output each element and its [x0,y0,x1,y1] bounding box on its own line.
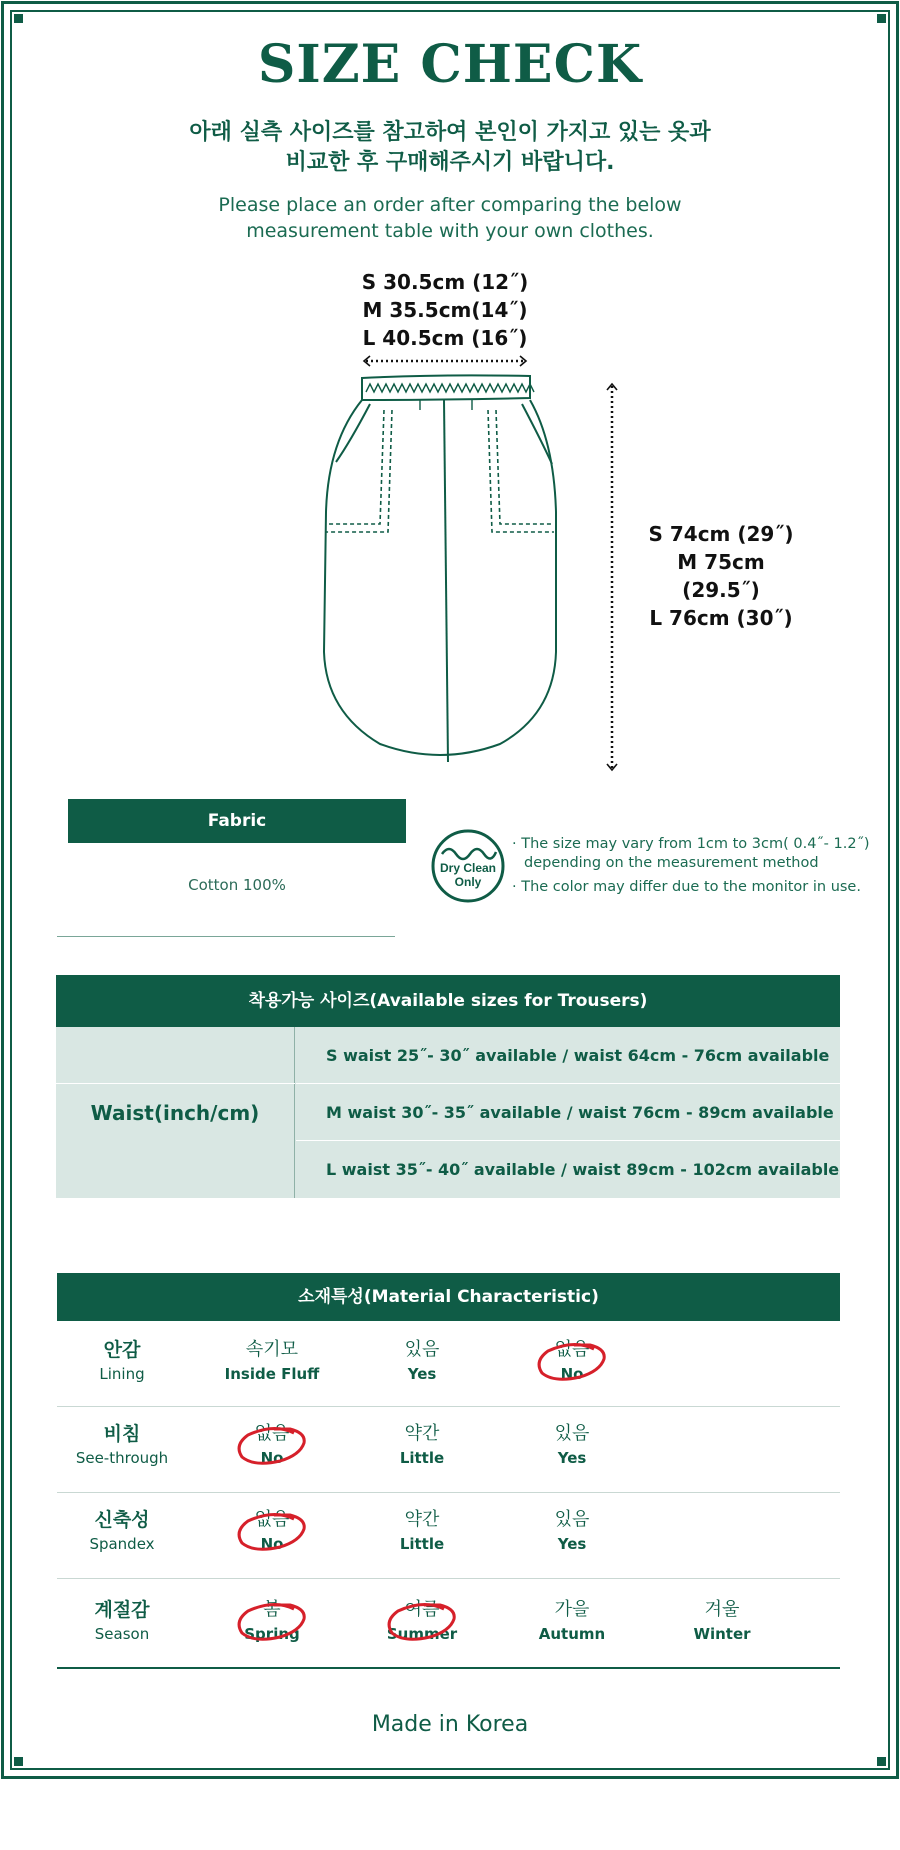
available-row-m: M waist 30˝- 35˝ available / waist 76cm - 89cm available [296,1084,840,1141]
option-ko: 겨울 [704,1599,740,1620]
option-cell-selected [207,1507,337,1555]
corner-ornament [14,14,23,23]
size-notes [512,835,892,902]
option-cell [507,1597,637,1645]
available-row-l: L waist 35˝- 40˝ available / waist 89cm - 102cm available [326,1160,840,1179]
dry-clean-line1: Dry Clean [439,861,497,875]
option-en: No [260,1535,284,1553]
waist-label-cell: Waist(inch/cm) [56,1027,295,1198]
option-ko: 있음 [554,1509,590,1530]
selected-circle-mark [234,1601,310,1645]
page-title: SIZE CHECK [257,34,643,95]
option-ko: 여름 [404,1599,440,1620]
option-ko: 없음 [254,1423,290,1444]
intro-korean-line: 비교한 후 구매해주시기 바랍니다. [285,150,615,175]
length-dimension-arrow [605,380,619,774]
row-label-en: See-through [75,1449,169,1467]
option-cell-selected [207,1421,337,1469]
option-ko: 있음 [404,1339,440,1360]
selected-circle-mark [384,1601,460,1645]
available-sizes-body [56,1027,840,1198]
material-row-spandex [57,1493,840,1579]
waist-measurement [330,268,560,352]
row-label-ko: 신축성 [94,1509,150,1531]
length-size-m: M 75cm (29.5˝) [677,550,765,602]
material-row-season [57,1579,840,1669]
option-cell [507,1421,637,1469]
row-label-ko: 비침 [103,1423,141,1445]
option-cell-selected [357,1597,487,1645]
intro-english-line: measurement table with your own clothes. [246,220,654,242]
row-label-ko: 계절감 [94,1599,150,1621]
note-measurement: · The size may vary from 1cm to 3cm( 0.4˝- 1.2˝) depending on the measurement method [512,836,870,871]
option-en: Yes [557,1449,587,1467]
option-ko: 있음 [554,1423,590,1444]
option-en: Summer [386,1625,458,1643]
length-size-l: L 76cm (30˝) [649,606,793,630]
intro-korean [0,118,900,178]
option-en: Spring [244,1625,300,1643]
fabric-header: Fabric [68,799,406,843]
option-en: Winter [693,1625,751,1643]
intro-korean-line: 아래 실측 사이즈를 참고하여 본인이 가지고 있는 옷과 [189,120,711,145]
option-en: No [560,1365,584,1383]
row-label-en: Lining [99,1365,145,1383]
material-row-see-through [57,1407,840,1493]
intro-english-line: Please place an order after comparing the below [218,194,682,216]
material-header: 소재특성(Material Characteristic) [57,1273,840,1321]
option-ko: 속기모 [245,1339,299,1360]
row-label [57,1421,187,1469]
option-en: No [260,1449,284,1467]
dry-clean-icon [430,828,506,904]
note-color: · The color may differ due to the monitor in use. [512,879,861,895]
option-ko: 없음 [254,1509,290,1530]
dry-clean-line2: Only [454,875,482,889]
option-ko: 봄 [263,1599,281,1620]
material-row-lining [57,1321,840,1407]
available-sizes-header: 착용가능 사이즈(Available sizes for Trousers) [56,975,840,1027]
option-cell [507,1507,637,1555]
row-label [57,1507,187,1555]
waist-size-l: L 40.5cm (16˝) [362,326,528,350]
selected-circle-mark [234,1425,310,1469]
material-table [57,1273,840,1669]
option-cell [357,1337,487,1385]
option-ko: 가을 [554,1599,590,1620]
divider [57,936,395,937]
fabric-value: Cotton 100% [188,876,286,894]
row-label [57,1597,187,1645]
skirt-illustration [300,352,580,772]
option-cell-selected [207,1597,337,1645]
waist-size-s: S 30.5cm (12˝) [361,270,529,294]
selected-circle-mark [234,1511,310,1555]
divider [56,1083,295,1084]
option-ko: 약간 [404,1423,440,1444]
option-en: Little [399,1449,445,1467]
option-cell [357,1421,487,1469]
option-en: Yes [557,1535,587,1553]
option-cell [357,1507,487,1555]
option-cell [207,1337,337,1385]
row-label-ko: 안감 [103,1339,141,1361]
option-ko: 약간 [404,1509,440,1530]
option-en: Inside Fluff [224,1365,320,1383]
option-en: Autumn [538,1625,606,1643]
option-ko: 없음 [554,1339,590,1360]
length-size-s: S 74cm (29˝) [648,522,794,546]
row-label [57,1337,187,1385]
option-cell [657,1597,787,1645]
intro-english [0,192,900,244]
waist-size-m: M 35.5cm(14˝) [362,298,528,322]
option-cell-selected [507,1337,637,1385]
available-row-s: S waist 25˝- 30˝ available / waist 64cm - 76cm available [296,1027,840,1084]
corner-ornament [877,1757,886,1766]
corner-ornament [14,1757,23,1766]
row-label-en: Spandex [89,1535,155,1553]
corner-ornament [877,14,886,23]
available-sizes-table [56,975,840,1198]
selected-circle-mark [534,1341,610,1385]
length-measurement [636,520,806,632]
option-en: Little [399,1535,445,1553]
made-in-label: Made in Korea [371,1712,529,1737]
option-en: Yes [407,1365,437,1383]
row-label-en: Season [94,1625,150,1643]
